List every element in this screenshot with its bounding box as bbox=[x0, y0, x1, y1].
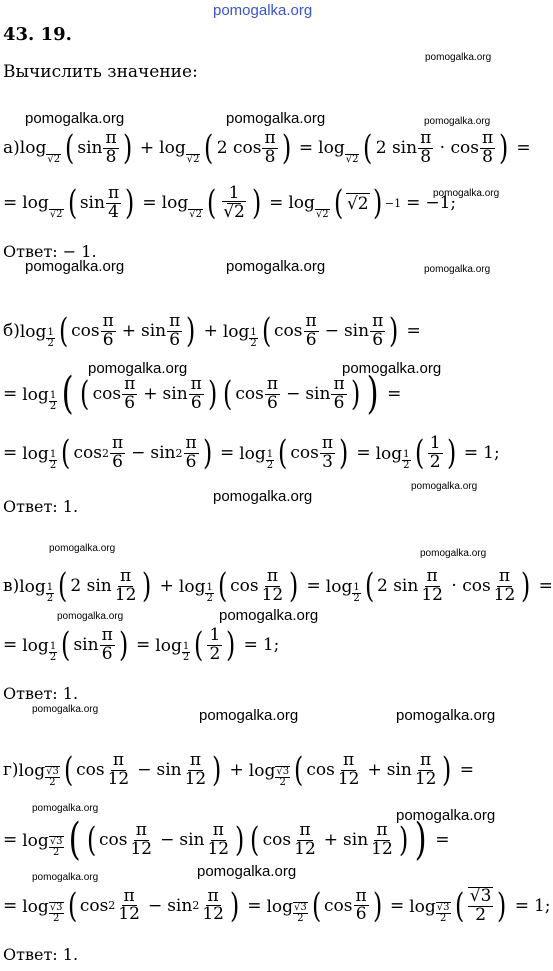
watermark: pomogalka.org bbox=[411, 481, 478, 492]
watermark: pomogalka.org bbox=[88, 360, 188, 377]
watermark: pomogalka.org bbox=[32, 704, 99, 715]
watermark: pomogalka.org bbox=[424, 116, 491, 127]
watermark: pomogalka.org bbox=[425, 52, 492, 63]
watermark: pomogalka.org bbox=[32, 803, 99, 814]
watermark: pomogalka.org bbox=[433, 188, 500, 199]
part-b-line-3: = log 1 2 ( cos 2 π 6 − sin 2 π 6 ) = log 1 2 ( cos π 3 ) = log 1 2 ( 1 2 ) = 1; bbox=[3, 433, 500, 474]
watermark: pomogalka.org bbox=[396, 807, 496, 824]
watermark: pomogalka.org bbox=[420, 548, 487, 559]
watermark: pomogalka.org bbox=[226, 110, 326, 127]
watermark: pomogalka.org bbox=[32, 872, 99, 883]
part-d-line-2: = log √3 2 ( ( cos π 12 − sin π 12 ) ( cos π 12 + sin π 12 ) ) = bbox=[3, 814, 450, 865]
part-c-line-1: в) log 1 2 ( 2 sin π 12 ) + log 1 2 ( cos π 12 ) = log 1 2 ( 2 sin π 12 · cos π 12 ) = bbox=[3, 566, 553, 607]
part-d-line-3: = log √3 2 ( cos 2 π 12 − sin 2 π 12 ) = log √3 2 ( cos π 6 ) = log √3 2 ( √3 2 ) = 1; bbox=[3, 885, 551, 926]
watermark: pomogalka.org bbox=[197, 863, 297, 880]
part-d-line-1: г) log √3 2 ( cos π 12 − sin π 12 ) + log √3 2 ( cos π 12 + sin π 12 ) = bbox=[3, 750, 474, 791]
part-b-answer: Ответ: 1. bbox=[3, 497, 79, 516]
part-b-line-1: б) log 1 2 ( cos π 6 + sin π 6 ) + log 1 2 ( cos π 6 − sin π 6 ) = bbox=[3, 311, 421, 352]
part-a-answer: Ответ: − 1. bbox=[3, 242, 97, 261]
watermark: pomogalka.org bbox=[226, 258, 326, 275]
problem-instruction: Вычислить значение: bbox=[3, 62, 198, 82]
watermark: pomogalka.org bbox=[49, 543, 116, 554]
watermark-top[interactable]: pomogalka.org bbox=[213, 2, 313, 19]
part-c-line-2: = log 1 2 ( sin π 6 ) = log 1 2 ( 1 2 ) = 1; bbox=[3, 625, 280, 666]
part-a-line-2: = log √2 ( sin π 4 ) = log √2 ( 1 √2 ) = log √2 ( √2 ) −1 = −1; bbox=[3, 183, 457, 224]
problem-number: 43. 19. bbox=[3, 24, 72, 45]
watermark: pomogalka.org bbox=[57, 611, 124, 622]
watermark: pomogalka.org bbox=[396, 707, 496, 724]
part-label: а) bbox=[3, 138, 20, 159]
part-d-answer: Ответ: 1. bbox=[3, 945, 79, 964]
watermark: pomogalka.org bbox=[424, 264, 491, 275]
part-b-line-2: = log 1 2 ( ( cos π 6 + sin π 6 ) ( cos π 6 − sin π 6 ) ) = bbox=[3, 368, 402, 419]
watermark: pomogalka.org bbox=[25, 110, 125, 127]
watermark: pomogalka.org bbox=[25, 258, 125, 275]
watermark: pomogalka.org bbox=[199, 707, 299, 724]
watermark: pomogalka.org bbox=[213, 488, 313, 505]
watermark: pomogalka.org bbox=[219, 607, 319, 624]
part-a-line-1: а) log √2 ( sin π 8 ) + log √2 ( 2 cos π 8 ) = log √2 ( 2 sin π 8 · cos π 8 ) = bbox=[3, 128, 531, 169]
watermark: pomogalka.org bbox=[342, 360, 442, 377]
part-c-answer: Ответ: 1. bbox=[3, 684, 79, 703]
